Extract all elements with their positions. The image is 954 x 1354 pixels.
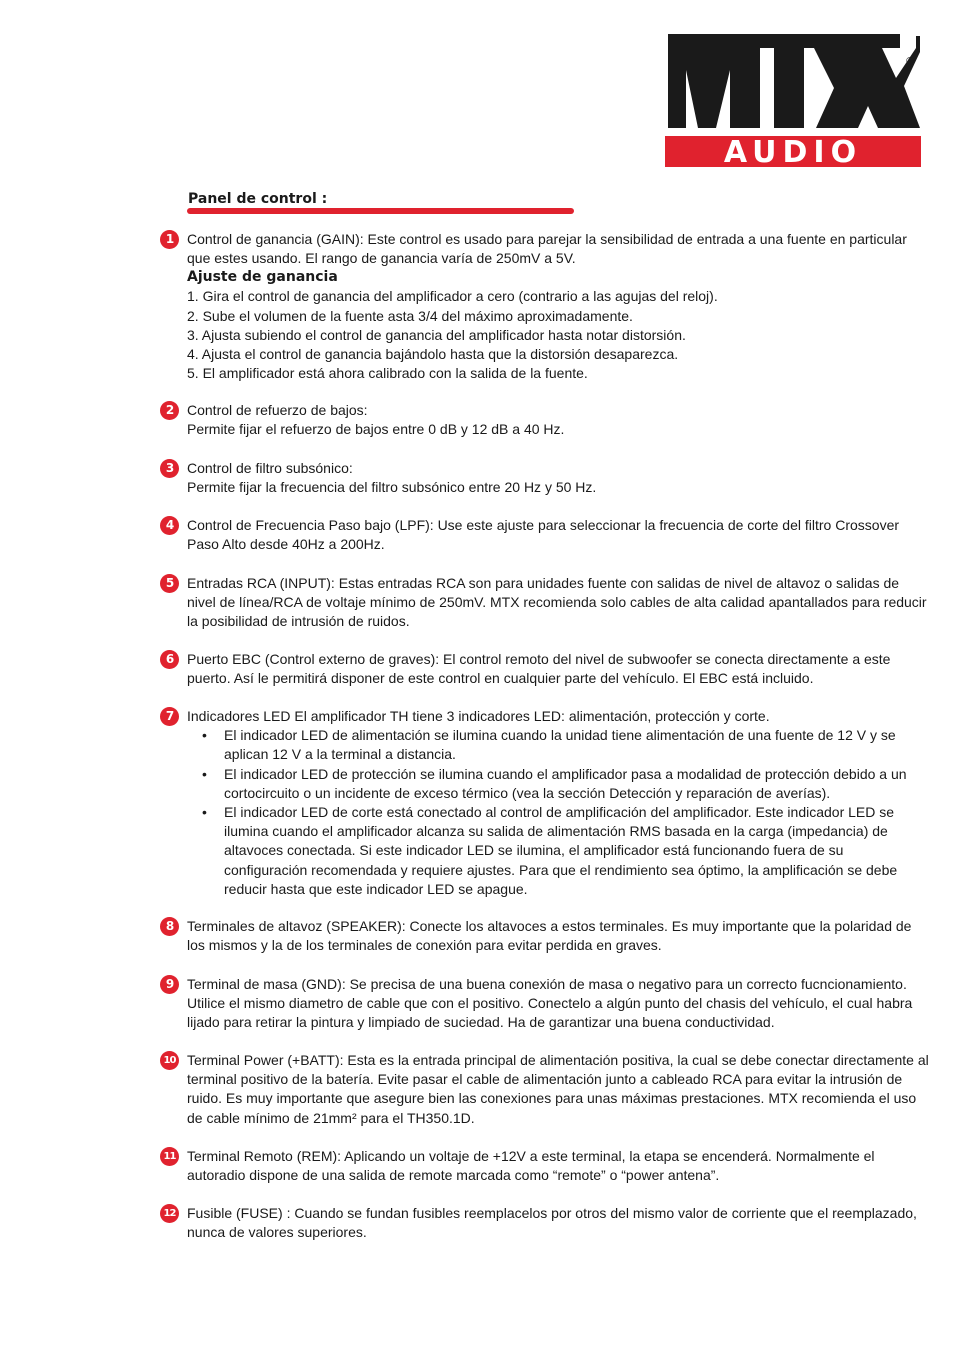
step: 2. Sube el volumen de la fuente asta 3/4 del máximo aproximadamente. — [187, 307, 633, 324]
mtx-audio-logo — [664, 30, 922, 168]
step: 1. Gira el control de ganancia del amplificador a cero (contrario a las agujas del reloj). — [187, 288, 718, 305]
logo-audio-text: AUDIO — [723, 135, 863, 168]
bullet-item: • El indicador LED de protección se ilumina cuando el amplificador pasa a modalidad de protección debido a un cortocircuito o un incidente de exceso térmico (vea la sección Detección y reparación de averías). — [224, 765, 930, 803]
item-text: Terminales de altavoz (SPEAKER): Conecte los altavoces a estos terminales. Es muy importante que la polaridad de los mismos y la de los terminales de conexión para evitar perdida en graves. — [187, 918, 912, 954]
item-text: Terminal de masa (GND): Se precisa de una buena conexión de masa o negativo para un correcto fucncionamiento. Utilice el mismo diametro de cable que con el positivo. Conectelo a algún punto del chasis del vehículo, el cual habra lijado para retirar la pintura y limpiado de suciedad. Ha de garantizar una buena conductividad. — [187, 976, 913, 1031]
item-text: Control de Frecuencia Paso bajo (LPF): Use este ajuste para seleccionar la frecuencia de corte del filtro Crossover Paso Alto desde 40Hz a 200Hz. — [187, 517, 900, 553]
item-9 — [160, 975, 930, 1033]
item-number-badge: 7 — [160, 707, 179, 726]
item-number-badge: 8 — [160, 917, 179, 936]
item-number-badge: 5 — [160, 574, 179, 593]
step: 4. Ajusta el control de ganancia bajándolo hasta que la distorsión desaparezca. — [187, 346, 679, 363]
item-12 — [160, 1204, 930, 1242]
item-number-badge: 11 — [160, 1147, 179, 1166]
item-line: Permite fijar el refuerzo de bajos entre 0 dB y 12 dB a 40 Hz. — [187, 421, 565, 438]
bullet-item: • El indicador LED de alimentación se ilumina cuando la unidad tiene alimentación de una fuente de 12 V y se aplican 12 V a la terminal a distancia. — [224, 726, 930, 764]
item-text: Control de ganancia (GAIN): Este control es usado para parejar la sensibilidad de entrada a una fuente en particular que estes usando. El rango de ganancia varía de 250mV a 5V. — [187, 231, 907, 267]
item-number-badge: 1 — [160, 230, 179, 249]
item-number-badge: 6 — [160, 650, 179, 669]
item-text: Entradas RCA (INPUT): Estas entradas RCA son para unidades fuente con salidas de nivel de altavoz o salidas de nivel de línea/RCA de voltaje mínimo de 250mV. MTX recomienda solo cables de alta calidad apantallados para reducir la posibilidad de intrusión de ruidos. — [187, 575, 927, 630]
item-text: Fusible (FUSE) : Cuando se fundan fusibles reemplacelos por otros del mismo valor de corriente que el reemplazado, nunca de valores superiores. — [187, 1205, 917, 1241]
item-2 — [160, 401, 930, 439]
item-line: Permite fijar la frecuencia del filtro subsónico entre 20 Hz y 50 Hz. — [187, 479, 597, 496]
item-text: Indicadores LED El amplificador TH tiene 3 indicadores LED: alimentación, protección y corte. — [187, 708, 770, 724]
step: 3. Ajusta subiendo el control de ganancia del amplificador hasta notar distorsión. — [187, 326, 686, 343]
item-text: Puerto EBC (Control externo de graves): El control remoto del nivel de subwoofer se conecta directamente a este puerto. Así le permitirá disponer de este control en cualquier parte del vehículo. El EBC está incluido. — [187, 651, 891, 687]
item-8 — [160, 917, 930, 955]
led-bullet-list — [187, 726, 930, 899]
bullet-item: • El indicador LED de corte está conectado al control de amplificación del amplificador. Este indicador LED se ilumina cuando el amplificador alcanza su salida de alimentación RMS basada en la carga (impedancia) de altavoces conectada. Si este indicador LED se ilumina, el amplificador está funcionando fuera de su configuración recomendada y requiere ajustes. Para que el rendimiento sea óptimo, la amplificación se debe reducir hasta que este indicador LED se apague. — [224, 803, 930, 899]
item-number-badge: 2 — [160, 401, 179, 420]
item-number-badge: 3 — [160, 459, 179, 478]
item-line: Control de filtro subsónico: — [187, 460, 353, 476]
item-5 — [160, 574, 930, 632]
step: 5. El amplificador está ahora calibrado con la salida de la fuente. — [187, 365, 588, 382]
item-11 — [160, 1147, 930, 1185]
title-underline — [187, 208, 574, 214]
item-number-badge: 4 — [160, 516, 179, 535]
item-number-badge: 12 — [160, 1204, 179, 1223]
section-title: Panel de control : — [188, 191, 328, 207]
item-4 — [160, 516, 930, 554]
item-6 — [160, 650, 930, 688]
item-text: Terminal Remoto (REM): Aplicando un voltaje de +12V a este terminal, la etapa se encenderá. Normalmente el autoradio dispone de una salida de remote marcada como “remote” o “power antena”. — [187, 1148, 875, 1184]
logo-registered-mark: ® — [905, 56, 915, 67]
item-7 — [160, 707, 930, 899]
item-subtitle: Ajuste de ganancia — [187, 269, 338, 286]
item-1 — [160, 230, 930, 383]
item-number-badge: 10 — [160, 1051, 179, 1070]
item-text: Terminal Power (+BATT): Esta es la entrada principal de alimentación positiva, la cual se debe conectar directamente al terminal positivo de la batería. Evite pasar el cable de alimentación junto a cableado RCA para evitar la intrusión de ruido. Es muy importante que asegure bien las conexiones para unas máximas prestaciones. MTX recomienda el uso de cable mínimo de 21mm² para el TH350.1D. — [187, 1052, 929, 1126]
item-line: Control de refuerzo de bajos: — [187, 402, 368, 418]
item-number-badge: 9 — [160, 975, 179, 994]
item-3 — [160, 459, 930, 497]
item-10 — [160, 1051, 930, 1128]
